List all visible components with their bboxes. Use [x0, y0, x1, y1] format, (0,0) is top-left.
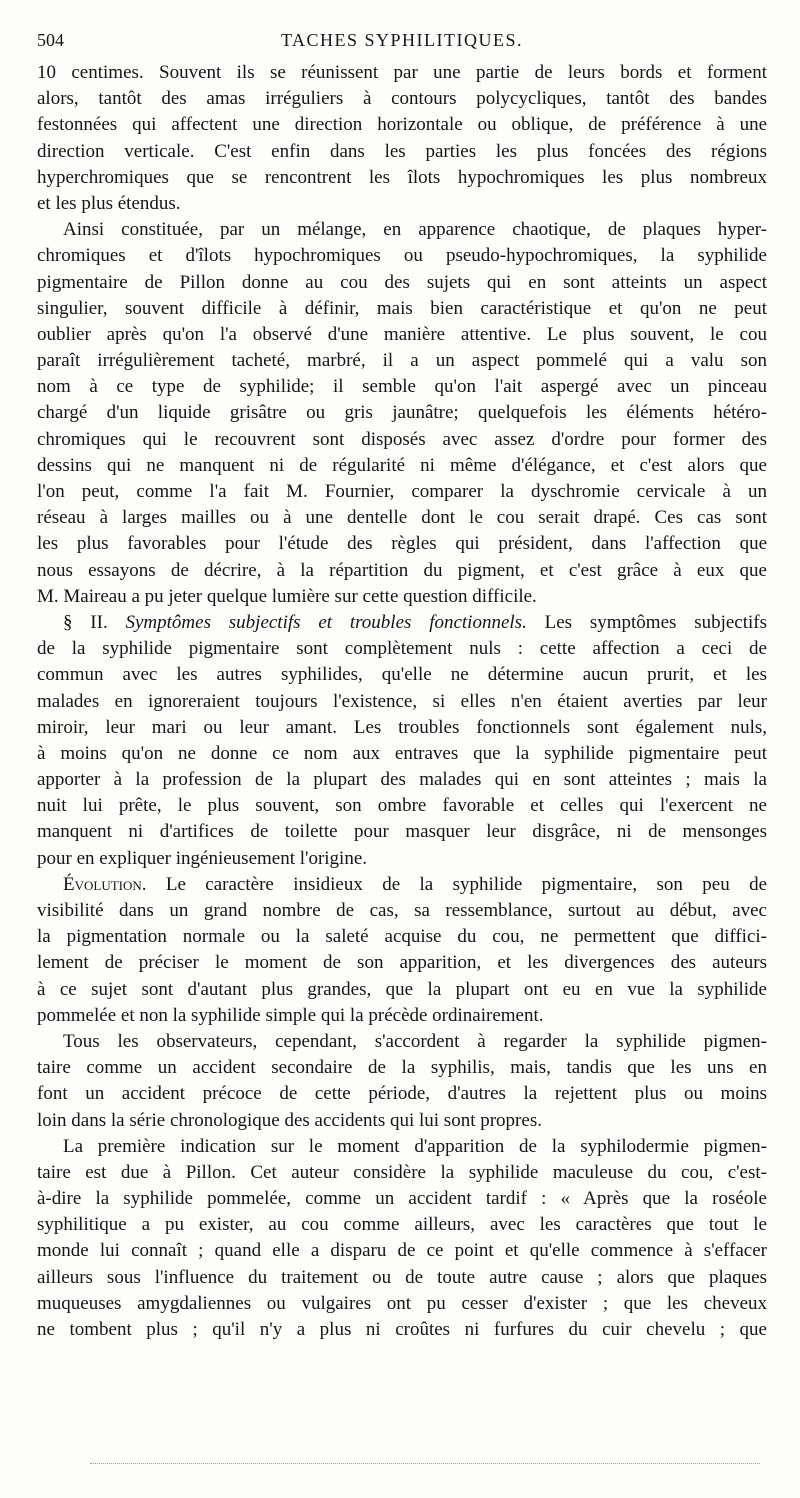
text-line: l'on peut, comme l'a fait M. Fournier, comparer la dyschromie cervicale à un — [37, 481, 767, 502]
text-line: manquent ni d'artifices de toilette pour masquer leur disgrâce, ni de mensonges — [37, 821, 767, 843]
text-line: syphilitique a pu exister, au cou comme ailleurs, avec les caractères que tout le — [37, 1214, 767, 1236]
text-line: les plus favorables pour l'étude des règles qui président, dans l'affection que — [37, 533, 767, 555]
text-line: à moins qu'on ne donne ce nom aux entraves que la syphilide pigmentaire peut — [37, 742, 767, 764]
text-line: monde lui connaît ; quand elle a disparu de ce point et qu'elle commence à s'effacer — [37, 1240, 767, 1262]
text-line: visibilité dans un grand nombre de cas, sa ressemblance, surtout au début, avec — [37, 900, 767, 921]
text-line: nuit lui prête, le plus souvent, son ombre favorable et celles qui l'exercent ne — [37, 795, 767, 817]
text-line: la pigmentation normale ou la saleté acquise du cou, ne permettent que diffici- — [37, 926, 767, 948]
section-heading-line — [37, 610, 767, 636]
text-line: Ainsi constituée, par un mélange, en apparence chaotique, de plaques hyper- — [63, 219, 767, 241]
text-line: La première indication sur le moment d'apparition de la syphilodermie pigmen- — [63, 1135, 767, 1157]
evolution-label: Évolution. — [63, 873, 147, 895]
text-line: malades en ignoreraient toujours l'existence, si elles n'en étaient averties par leur — [37, 690, 767, 712]
text-line: hyperchromiques que se rencontrent les îlots hypochromiques les plus nombreux — [37, 166, 767, 188]
text-line: singulier, souvent difficile à définir, mais bien caractéristique et qu'on ne peut — [37, 297, 767, 319]
text-line: muqueuses amygdaliennes ou vulgaires ont pu cesser d'exister ; que les cheveux — [37, 1292, 767, 1314]
text-line: nom à ce type de syphilide; il semble qu'on l'ait aspergé avec un pinceau — [37, 376, 767, 398]
evolution-line-rest: Le caractère insidieux de la syphilide pigmentaire, son peu de — [165, 873, 768, 895]
text-line: paraît irrégulièrement tacheté, marbré, il a un aspect pommelé qui a valu son — [37, 350, 767, 372]
text-line: M. Maireau a pu jeter quelque lumière sur cette question difficile. — [37, 585, 537, 607]
text-line: festonnées qui affectent une direction horizontale ou oblique, de préférence à une — [37, 114, 767, 136]
text-line: réseau à larges mailles ou à une dentelle dont le cou serait drapé. Ces cas sont — [37, 507, 767, 529]
section-mark: § II. — [63, 611, 108, 633]
text-line: taire comme un accident secondaire de la syphilis, mais, tandis que les uns en — [37, 1057, 767, 1079]
section-title: Symptômes subjectifs et troubles fonctionnels. — [125, 611, 527, 633]
text-line: alors, tantôt des amas irréguliers à contours polycycliques, tantôt des bandes — [37, 88, 767, 110]
section-line-rest: Les symptômes subjectifs — [544, 611, 768, 633]
text-line: lement de préciser le moment de son apparition, et les divergences des auteurs — [37, 952, 767, 974]
text-line: ailleurs sous l'influence du traitement ou de toute autre cause ; alors que plaques — [37, 1266, 767, 1288]
text-line: commun avec les autres syphilides, qu'elle ne détermine aucun prurit, et les — [37, 664, 767, 686]
body-text — [37, 60, 767, 1343]
text-line: miroir, leur mari ou leur amant. Les troubles fonctionnels sont également nuls, — [37, 716, 767, 738]
text-line: chromiques qui le recouvrent sont disposés avec assez d'ordre pour former des — [37, 428, 767, 450]
text-line: et les plus étendus. — [37, 192, 181, 214]
text-line: loin dans la série chronologique des accidents qui lui sont propres. — [37, 1109, 542, 1131]
text-line: direction verticale. C'est enfin dans les parties les plus foncées des régions — [37, 140, 767, 162]
text-line: pommelée et non la syphilide simple qui la précède ordinairement. — [37, 1004, 544, 1026]
text-line: dessins qui ne manquent ni de régularité ni même d'élégance, et c'est alors que — [37, 454, 767, 476]
text-line: ne tombent plus ; qu'il n'y a plus ni croûtes ni furfures du cuir chevelu ; que — [37, 1319, 767, 1340]
text-line: nous essayons de décrire, à la répartition du pigment, et c'est grâce à eux que — [37, 559, 767, 581]
text-line: pour en expliquer ingénieusement l'origine. — [37, 847, 368, 869]
page-number: 504 — [37, 30, 64, 50]
text-line: à-dire la syphilide pommelée, comme un accident tardif : « Après que la roséole — [37, 1188, 767, 1210]
text-line: pigmentaire de Pillon donne au cou des sujets qui en sont atteints un aspect — [37, 271, 767, 293]
text-line: 10 centimes. Souvent ils se réunissent par une partie de leurs bords et forment — [37, 62, 767, 83]
evolution-heading-line — [37, 872, 767, 898]
text-line: chargé d'un liquide grisâtre ou gris jaunâtre; quelquefois les éléments hétéro- — [37, 402, 767, 424]
text-line: de la syphilide pigmentaire sont complètement nuls : cette affection a ceci de — [37, 638, 767, 660]
footer-dotted-rule — [90, 1463, 760, 1464]
text-line: Tous les observateurs, cependant, s'accordent à regarder la syphilide pigmen- — [63, 1030, 767, 1052]
text-line: font un accident précoce de cette période, d'autres la rejettent plus ou moins — [37, 1083, 767, 1105]
text-line: à ce sujet sont d'autant plus grandes, que la plupart ont eu en vue la syphilide — [37, 978, 767, 1000]
page-header — [37, 30, 767, 54]
text-line: taire est due à Pillon. Cet auteur considère la syphilide maculeuse du cou, c'est- — [37, 1161, 767, 1183]
text-line: oublier après qu'on l'a observé d'une manière attentive. Le plus souvent, le cou — [37, 323, 767, 345]
running-title: TACHES SYPHILITIQUES. — [280, 30, 524, 50]
text-line: apporter à la profession de la plupart des malades qui en sont atteintes ; mais la — [37, 769, 767, 791]
text-line: chromiques et d'îlots hypochromiques ou pseudo-hypochromiques, la syphilide — [37, 245, 767, 267]
